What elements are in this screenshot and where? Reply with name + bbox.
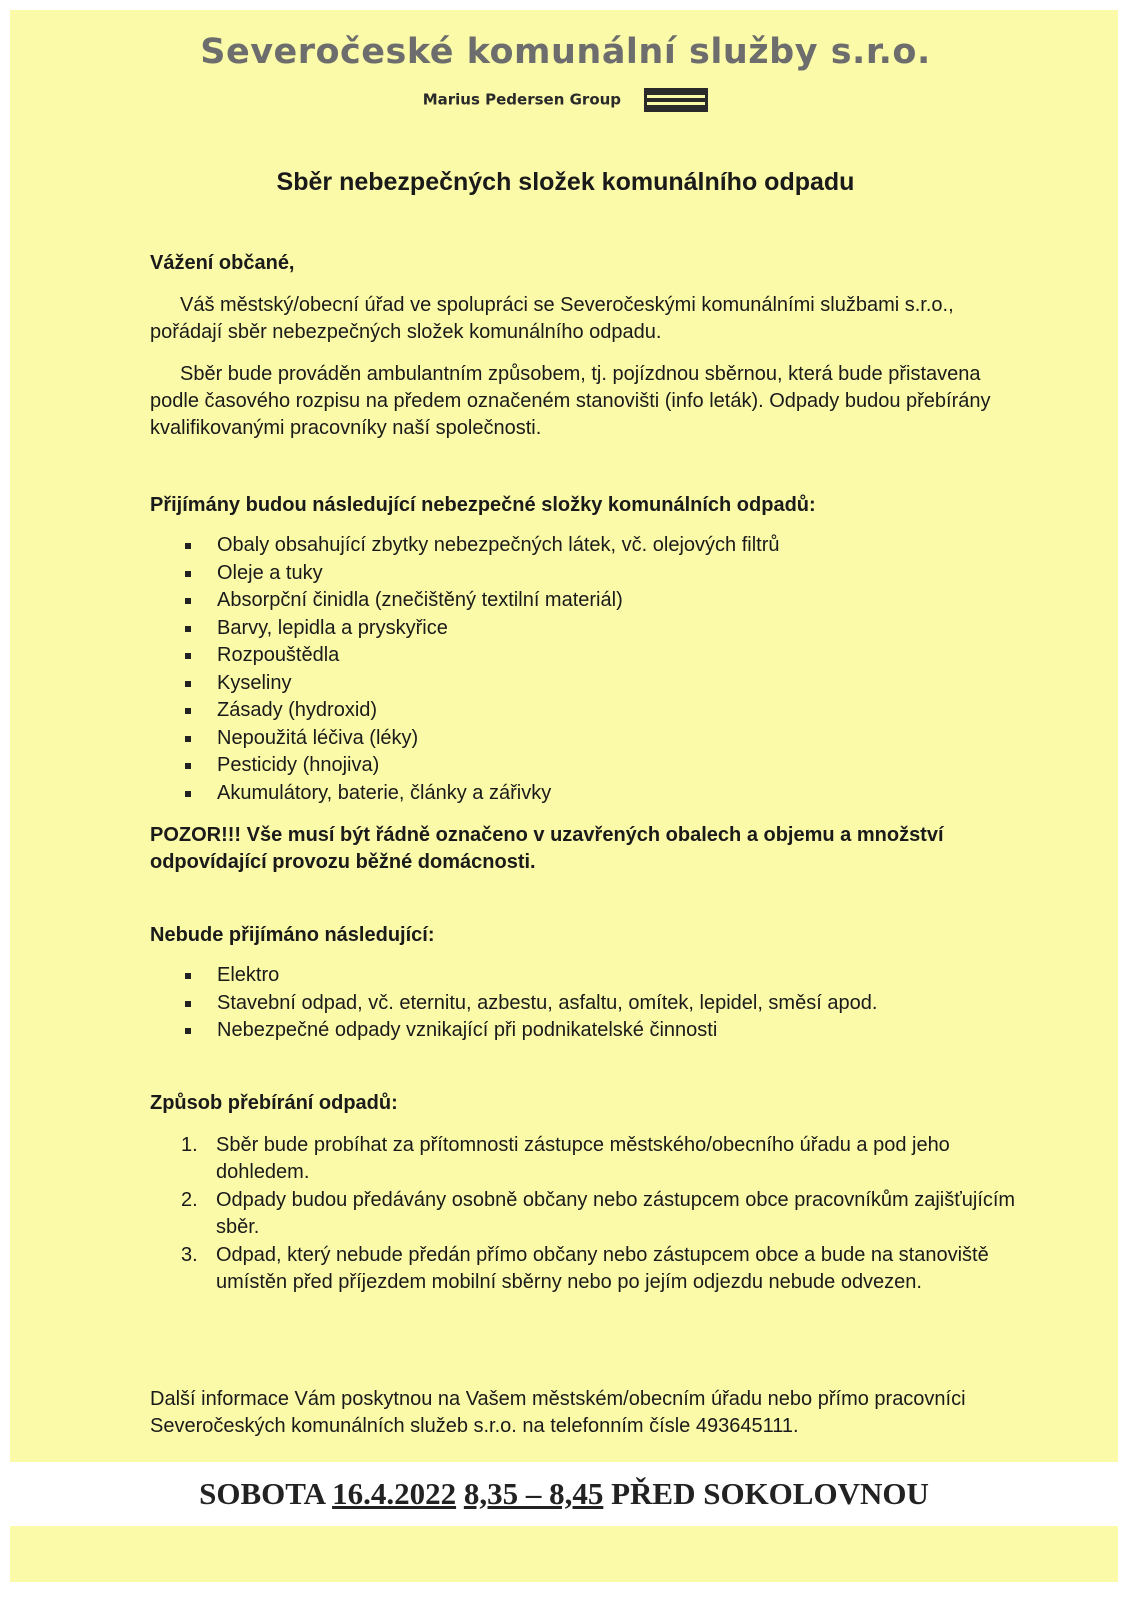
accepted-item: Rozpouštědla — [150, 642, 780, 670]
intro-paragraph-2: Sběr bude prováděn ambulantním způsobem, tj. pojízdnou sběrnou, která bude přistavena podle časového rozpisu na předem označeném stanovišti (info leták). Odpady budou přebírány kvalifikovanými pracovníky naší společnosti. — [150, 363, 991, 439]
contact-info: Další informace Vám poskytnou na Vašem městském/obecním úřadu nebo přímo pracovníci Severočeských komunálních služeb s.r.o. na telefonním čísle 493645111. — [150, 1388, 966, 1437]
accepted-item: Zásady (hydroxid) — [150, 697, 780, 725]
intro-paragraph-1: Váš městský/obecní úřad ve spolupráci se Severočeskými komunálními službami s.r.o., pořádají sběr nebezpečných složek komunálního odpadu. — [150, 294, 954, 343]
collection-date-strip — [10, 1462, 1118, 1526]
rejected-heading: Nebude přijímáno následující: — [150, 924, 435, 946]
method-step — [150, 1242, 1020, 1296]
method-step — [150, 1132, 1020, 1186]
footer-date: 16.4.2022 — [332, 1476, 457, 1511]
group-name: Marius Pedersen Group — [422, 90, 622, 109]
accepted-heading: Přijímány budou následující nebezpečné složky komunálních odpadů: — [150, 494, 816, 516]
company-name: Severočeské komunální služby s.r.o. — [200, 32, 931, 72]
method-steps — [150, 1132, 1020, 1297]
greeting: Vážení občané, — [150, 252, 295, 274]
accepted-item: Kyseliny — [150, 670, 780, 698]
step-text: Odpady budou předávány osobně občany nebo zástupcem obce pracovníkům zajišťujícím sběr. — [216, 1189, 1016, 1238]
step-number: 2. — [181, 1189, 198, 1211]
step-number: 3. — [181, 1244, 198, 1266]
collection-date-line — [10, 1476, 1118, 1512]
step-text: Sběr bude probíhat za přítomnosti zástupce městského/obecního úřadu a pod jeho dohledem. — [216, 1134, 950, 1183]
accepted-item: Barvy, lepidla a pryskyřice — [150, 615, 780, 643]
group-logo-icon — [644, 88, 708, 112]
accepted-item: Nepoužitá léčiva (léky) — [150, 725, 780, 753]
accepted-item: Pesticidy (hnojiva) — [150, 752, 780, 780]
step-text: Odpad, který nebude předán přímo občany nebo zástupcem obce a bude na stanoviště umístěn před příjezdem mobilní sběrny nebo po jejím odjezdu nebude odvezen. — [216, 1244, 989, 1293]
footer-time: 8,35 – 8,45 — [463, 1476, 604, 1511]
footer-place: PŘED SOKOLOVNOU — [611, 1476, 929, 1511]
rejected-item: Stavební odpad, vč. eternitu, azbestu, asfaltu, omítek, lepidel, směsí apod. — [150, 990, 877, 1018]
footer-day: SOBOTA — [199, 1476, 325, 1511]
method-step — [150, 1187, 1020, 1241]
warning-note: POZOR!!! Vše musí být řádně označeno v uzavřených obalech a objemu a množství odpovídající provozu běžné domácnosti. — [150, 824, 944, 873]
rejected-item: Elektro — [150, 962, 877, 990]
accepted-item: Obaly obsahující zbytky nebezpečných látek, vč. olejových filtrů — [150, 532, 780, 560]
step-number: 1. — [181, 1134, 198, 1156]
accepted-item: Oleje a tuky — [150, 560, 780, 588]
group-line — [0, 88, 1131, 112]
rejected-list — [150, 962, 877, 1045]
document-title: Sběr nebezpečných složek komunálního odpadu — [276, 168, 855, 196]
accepted-item: Akumulátory, baterie, články a zářivky — [150, 780, 780, 808]
accepted-list — [150, 532, 780, 807]
accepted-item: Absorpční činidla (znečištěný textilní materiál) — [150, 587, 780, 615]
rejected-item: Nebezpečné odpady vznikající při podnikatelské činnosti — [150, 1017, 877, 1045]
method-heading: Způsob přebírání odpadů: — [150, 1092, 398, 1114]
